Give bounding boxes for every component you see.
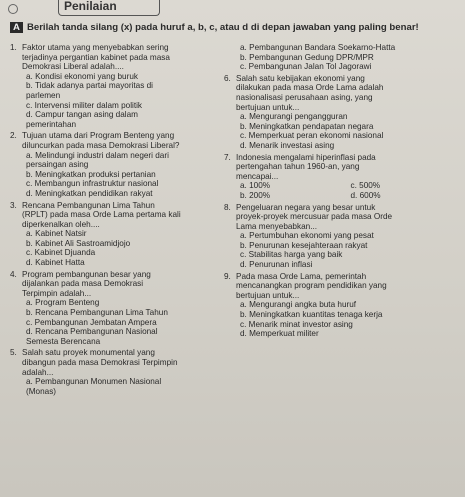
answer-options — [22, 72, 240, 130]
answer-option[interactable]: d. Penurunan inflasi — [240, 260, 313, 270]
answer-option[interactable]: a. 100% — [240, 181, 271, 191]
answer-option[interactable]: b. Pembangunan Gedung DPR/MPR — [240, 52, 374, 62]
section-letter: A — [10, 22, 23, 33]
question-number: 2. — [10, 131, 17, 141]
question-number: 3. — [10, 200, 17, 210]
questions-right-column — [224, 43, 461, 341]
answer-option[interactable]: a. Kondisi ekonomi yang buruk — [26, 71, 138, 81]
instruction-text: Berilah tanda silang (x) pada huruf a, b, c, atau d di depan jawaban yang paling benar! — [26, 22, 419, 33]
page-title: Penilaian — [64, 0, 117, 13]
answer-option[interactable]: a. Pertumbuhan ekonomi yang pesat — [240, 231, 374, 241]
answer-options — [22, 377, 240, 396]
question-number: 9. — [224, 271, 231, 281]
answer-option[interactable]: c. Membangun infrastruktur nasional — [26, 179, 159, 189]
answer-option[interactable]: a. Pembangunan Monumen Nasional (Monas) — [26, 377, 162, 396]
answer-option[interactable]: d. Campur tangan asing dalam pemerintahan — [26, 110, 138, 129]
question-number: 5. — [10, 348, 17, 358]
answer-option[interactable]: b. Penurunan kesejahteraan rakyat — [240, 240, 368, 250]
answer-options — [22, 298, 240, 346]
answer-option[interactable]: a. Mengurangi angka buta huruf — [240, 300, 357, 310]
answer-option[interactable]: c. Intervensi militer dalam politik — [26, 100, 143, 110]
question-stem: Faktor utama yang menyebabkan sering terjadinya pergantian kabinet pada masa Demokrasi Liberal adalah.... — [22, 43, 170, 72]
answer-option[interactable]: c. Pembangunan Jalan Tol Jagorawi — [240, 62, 372, 72]
question-item — [10, 200, 240, 268]
question-number: 7. — [224, 152, 231, 162]
answer-option[interactable]: c. Kabinet Djuanda — [26, 248, 96, 258]
question-stem: Pengeluaran negara yang besar untuk proyek-proyek mercusuar pada masa Orde Lama menyebabkan... — [236, 202, 393, 231]
question-item — [224, 73, 461, 151]
answer-option[interactable]: b. Rencana Pembangunan Lima Tahun — [26, 308, 168, 318]
answer-option[interactable]: b. Meningkatkan kuantitas tenaga kerja — [240, 310, 383, 320]
answer-option[interactable]: a. Pembangunan Bandara Soekarno-Hatta — [240, 43, 396, 52]
answer-option[interactable]: a. Melindungi industri dalam negeri dari persaingan asing — [26, 150, 169, 170]
section-instruction — [10, 22, 462, 33]
answer-option[interactable]: c. Pembangunan Jembatan Ampera — [26, 317, 157, 327]
answer-option[interactable]: c. Stabilitas harga yang baik — [240, 250, 343, 260]
question-stem: Pada masa Orde Lama, pemerintah mencanangkan program pendidikan yang bertujuan untuk... — [236, 271, 387, 300]
question-item — [224, 202, 461, 270]
answer-options — [22, 151, 240, 199]
question-number: 6. — [224, 73, 231, 83]
answer-option[interactable]: d. Meningkatkan pendidikan rakyat — [26, 188, 153, 198]
question-number: 1. — [10, 43, 17, 52]
answer-option[interactable]: b. Meningkatkan pendapatan negara — [240, 121, 374, 131]
answer-option[interactable]: c. Menarik minat investor asing — [240, 319, 353, 329]
answer-options — [236, 231, 461, 269]
question-stem: Tujuan utama dari Program Benteng yang diluncurkan pada masa Demokrasi Liberal? — [22, 131, 180, 150]
question-stem: Salah satu kebijakan ekonomi yang dilakukan pada masa Orde Lama adalah nasionalisasi perusahaan asing, yang bertujuan untuk... — [236, 73, 384, 112]
header-ornament — [8, 4, 18, 14]
answer-option[interactable]: b. Tidak adanya partai mayoritas di parlemen — [26, 81, 153, 100]
question-item — [224, 152, 461, 201]
question-number: 8. — [224, 202, 231, 212]
answer-option[interactable]: b. Meningkatkan produksi pertanian — [26, 169, 156, 179]
question-stem: Indonesia mengalami hiperinflasi pada pertengahan tahun 1960-an, yang mencapai... — [236, 152, 376, 181]
answer-options-grid — [236, 181, 461, 200]
header — [8, 0, 183, 17]
answer-option[interactable]: d. 600% — [350, 190, 381, 200]
question-stem: Salah satu proyek monumental yang dibangun pada masa Demokrasi Terpimpin adalah... — [22, 348, 178, 377]
answer-option[interactable]: c. Memperkuat peran ekonomi nasional — [240, 131, 384, 141]
answer-option[interactable]: d. Rencana Pembangunan Nasional Semesta Berencana — [26, 327, 158, 346]
answer-option[interactable]: a. Mengurangi pengangguran — [240, 112, 348, 122]
question-item — [10, 269, 240, 347]
answer-options — [236, 43, 461, 72]
answer-option[interactable]: a. Kabinet Natsir — [26, 229, 87, 239]
question-item — [236, 43, 461, 72]
answer-options — [22, 229, 240, 267]
question-item — [224, 271, 461, 339]
question-stem: Program pembangunan besar yang dijalankan pada masa Demokrasi Terpimpin adalah... — [22, 269, 151, 298]
question-item — [10, 43, 240, 129]
answer-option[interactable]: d. Menarik investasi asing — [240, 140, 335, 150]
answer-option[interactable]: d. Kabinet Hatta — [26, 258, 85, 268]
questions-left-column — [10, 43, 240, 398]
answer-option[interactable]: d. Memperkuat militer — [240, 329, 319, 339]
answer-options — [236, 300, 461, 338]
answer-options — [236, 112, 461, 150]
question-item — [10, 348, 240, 396]
question-item — [10, 131, 240, 198]
answer-option[interactable]: c. 500% — [350, 181, 381, 191]
answer-option[interactable]: a. Program Benteng — [26, 298, 100, 308]
answer-option[interactable]: b. Kabinet Ali Sastroamidjojo — [26, 238, 131, 248]
question-stem: Rencana Pembangunan Lima Tahun (RPLT) pada masa Orde Lama pertama kali diperkenalkan oleh.... — [22, 200, 181, 229]
question-number: 4. — [10, 269, 17, 279]
answer-option[interactable]: b. 200% — [240, 190, 271, 200]
